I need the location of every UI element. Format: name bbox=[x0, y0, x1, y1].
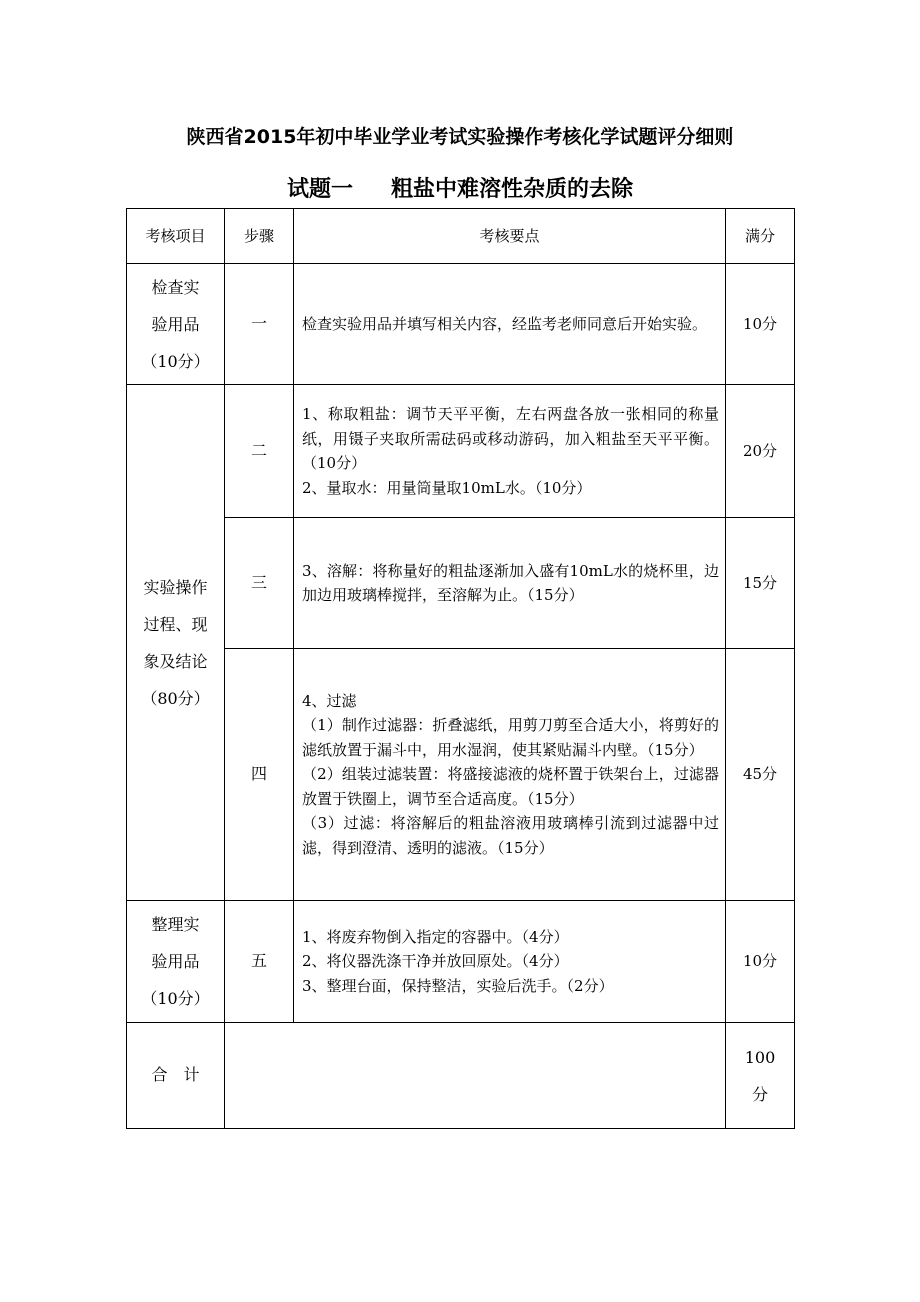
total-empty bbox=[225, 1023, 726, 1129]
category-line: （10分） bbox=[141, 351, 210, 371]
category-line: 检查实 bbox=[151, 277, 200, 297]
total-label: 合 计 bbox=[127, 1023, 225, 1129]
score-cell: 20分 bbox=[726, 385, 795, 518]
step-cell: 四 bbox=[225, 649, 294, 901]
scoring-table bbox=[126, 208, 795, 1129]
score-cell: 45分 bbox=[726, 649, 795, 901]
step-cell: 五 bbox=[225, 901, 294, 1023]
step-cell: 二 bbox=[225, 385, 294, 518]
score-cell: 10分 bbox=[726, 901, 795, 1023]
total-score-number: 100 bbox=[744, 1047, 776, 1067]
point-line: 3、溶解：将称量好的粗盐逐渐加入盛有10mL水的烧杯里，边加边用玻璃棒搅拌，至溶解为止。（15分） bbox=[302, 561, 719, 604]
category-line: 验用品 bbox=[151, 952, 200, 971]
header-step: 步骤 bbox=[225, 209, 294, 264]
category-line: （80分） bbox=[141, 688, 210, 708]
table-row bbox=[127, 901, 795, 1023]
category-cleanup bbox=[127, 901, 225, 1023]
category-line: 实验操作 bbox=[143, 577, 208, 597]
total-score bbox=[726, 1023, 795, 1129]
point-line: （1）制作过滤器：折叠滤纸，用剪刀剪至合适大小，将剪好的滤纸放置于漏斗中，用水湿润，使其紧贴漏斗内壁。（15分） bbox=[302, 716, 719, 759]
header-score: 满分 bbox=[726, 209, 795, 264]
point-line: 2、将仪器洗涤干净并放回原处。（4分） bbox=[302, 952, 569, 971]
category-line: 验用品 bbox=[151, 314, 200, 334]
points-cell bbox=[294, 901, 726, 1023]
score-cell: 10分 bbox=[726, 264, 795, 385]
point-line: （2）组装过滤装置：将盛接滤液的烧杯置于铁架台上，过滤器放置于铁圈上，调节至合适高度。（15分） bbox=[302, 765, 719, 808]
table-row bbox=[127, 649, 795, 901]
points-cell bbox=[294, 385, 726, 518]
step-cell: 三 bbox=[225, 518, 294, 649]
points-cell bbox=[294, 518, 726, 649]
total-score-unit: 分 bbox=[751, 1084, 768, 1104]
total-row bbox=[127, 1023, 795, 1129]
step-cell: 一 bbox=[225, 264, 294, 385]
category-line: 过程、现 bbox=[143, 614, 208, 634]
points-cell bbox=[294, 264, 726, 385]
point-line: 检查实验用品并填写相关内容，经监考老师同意后开始实验。 bbox=[302, 314, 708, 333]
category-line: 整理实 bbox=[151, 915, 200, 934]
point-line: 1、将废弃物倒入指定的容器中。（4分） bbox=[302, 927, 569, 946]
category-line: 象及结论 bbox=[143, 651, 208, 671]
header-item: 考核项目 bbox=[127, 209, 225, 264]
point-line: 2、量取水：用量筒量取10mL水。（10分） bbox=[302, 478, 592, 497]
document-title: 陕西省2015年初中毕业学业考试实验操作考核化学试题评分细则 bbox=[186, 126, 734, 148]
score-cell: 15分 bbox=[726, 518, 795, 649]
subtitle-number: 试题一 bbox=[286, 177, 353, 202]
category-operation bbox=[127, 385, 225, 901]
table-row bbox=[127, 385, 795, 518]
point-line: 3、整理台面，保持整洁，实验后洗手。（2分） bbox=[302, 976, 614, 995]
subtitle-topic: 粗盐中难溶性杂质的去除 bbox=[391, 177, 634, 202]
points-cell bbox=[294, 649, 726, 901]
header-row bbox=[127, 209, 795, 264]
point-line: 1、称取粗盐：调节天平平衡，左右两盘各放一张相同的称量纸，用镊子夹取所需砝码或移动游码，加入粗盐至天平平衡。（10分） bbox=[302, 405, 719, 472]
point-line: 4、过滤 bbox=[302, 691, 357, 710]
category-line: （10分） bbox=[141, 989, 210, 1008]
document-subtitle bbox=[0, 172, 920, 203]
point-line: （3）过滤：将溶解后的粗盐溶液用玻璃棒引流到过滤器中过滤，得到澄清、透明的滤液。（15分） bbox=[302, 814, 719, 857]
category-check-items bbox=[127, 264, 225, 385]
header-points: 考核要点 bbox=[294, 209, 726, 264]
table-row bbox=[127, 264, 795, 385]
table-row bbox=[127, 518, 795, 649]
